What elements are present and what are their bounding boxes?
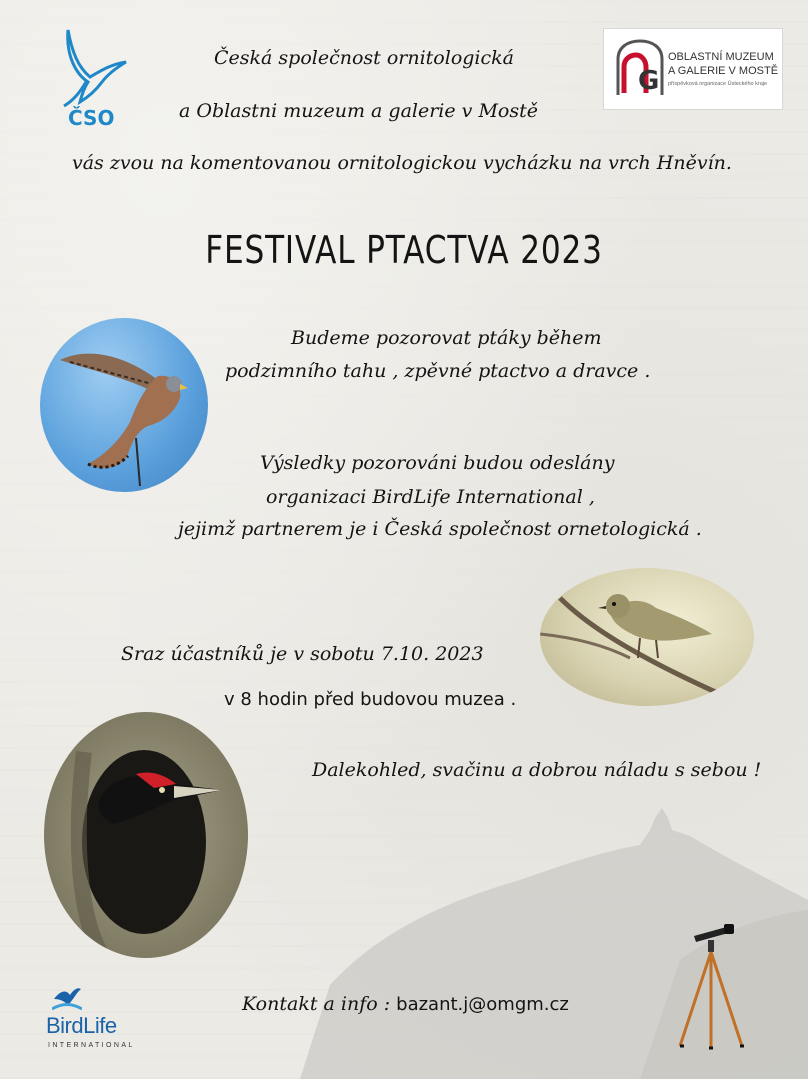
museum-arch-icon: [614, 37, 666, 97]
museum-name-line2: A GALERIE V MOSTĚ: [668, 65, 779, 77]
meeting-date: Sraz účastníků je v sobotu 7.10. 2023: [121, 643, 484, 665]
warbler-photo: [540, 568, 754, 706]
bring-items: Dalekohled, svačinu a dobrou náladu s sebou !: [312, 759, 762, 781]
svg-text:G: G: [638, 66, 660, 96]
warbler-figure: [540, 568, 754, 706]
para1-line2: podzimního tahu , zpěvné ptactvo a dravce .: [225, 360, 651, 382]
contact-label: Kontakt a info :: [242, 993, 391, 1015]
header-line-3: vás zvou na komentovanou ornitologickou vycházku na vrch Hněvín.: [72, 152, 732, 174]
para2-line1: Výsledky pozorováni budou odeslány: [260, 452, 615, 474]
contact-row: [242, 993, 569, 1015]
birdlife-bird-icon: [52, 985, 82, 1011]
header-line-1: Česká společnost ornitologická: [214, 47, 514, 69]
para2-line2: organizaci BirdLife International ,: [266, 486, 595, 508]
kestrel-figure: [40, 318, 208, 492]
bird-icon: [50, 22, 130, 112]
birdlife-name: BirdLife: [46, 1013, 117, 1038]
woodpecker-figure: [44, 712, 248, 958]
para2-line3: jejimž partnerem je i Česká společnost ornetologická .: [178, 518, 702, 540]
spotting-scope-icon: [670, 922, 750, 1052]
meeting-time-place: [224, 688, 516, 710]
cso-logo-text: ČSO: [68, 106, 115, 130]
contact-email[interactable]: bazant.j@omgm.cz: [396, 994, 569, 1015]
page-title: FESTIVAL PTACTVA 2023: [205, 228, 603, 272]
birdlife-sub: INTERNATIONAL: [48, 1042, 135, 1049]
header-line-2: a Oblastni muzeum a galerie v Mostě: [179, 100, 538, 122]
woodpecker-photo: [44, 712, 248, 958]
museum-name-line1: OBLASTNÍ MUZEUM: [668, 51, 774, 63]
birdlife-logo: [46, 985, 138, 1055]
cso-logo: [50, 22, 130, 132]
museum-name-line3: příspěvková organizace Ústeckého kraje: [668, 81, 768, 87]
meeting-time-text: v 8 hodin před budovou muzea .: [224, 689, 517, 710]
museum-logo: [603, 28, 783, 110]
para1-line1: Budeme pozorovat ptáky během: [291, 327, 602, 349]
kestrel-photo: [40, 318, 208, 492]
